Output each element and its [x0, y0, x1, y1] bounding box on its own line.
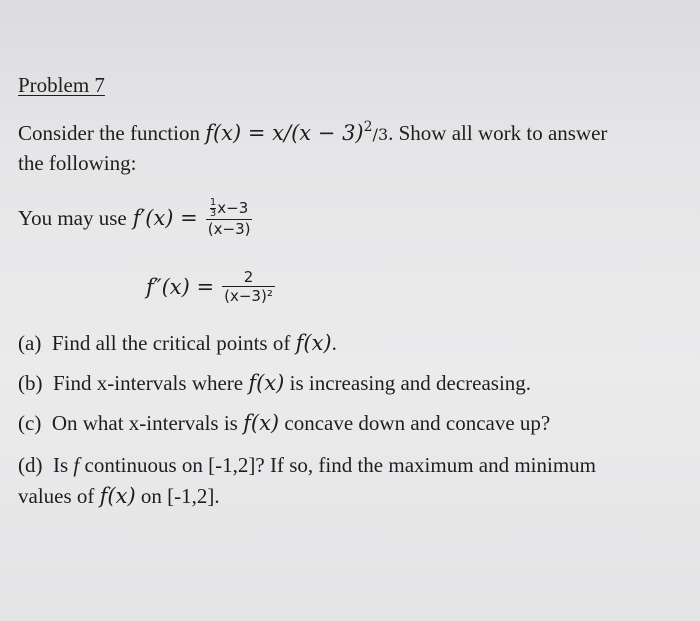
question-a-text: Find all the critical points of — [51, 331, 296, 355]
question-d-line2: values of f(x) on [-1,2]. — [18, 484, 220, 508]
first-derivative-lhs: f′(x) = — [132, 206, 198, 230]
question-c-text: On what x-intervals is — [51, 411, 244, 435]
second-derivative-row — [146, 268, 275, 305]
question-d-math: f(x) — [99, 484, 136, 508]
derivative-prefix: You may use — [18, 206, 127, 230]
intro-exponent: 2 — [363, 119, 373, 135]
question-c-label: (c) — [18, 411, 42, 435]
intro-text: Consider the function — [18, 121, 206, 145]
question-a: (a) Find all the critical points of f(x). — [18, 331, 337, 355]
question-b-math: f(x) — [248, 371, 285, 395]
question-a-label: (a) — [18, 331, 42, 355]
second-derivative-numerator: 2 — [243, 268, 254, 286]
second-derivative-denominator: (x−3)² — [224, 287, 273, 305]
problem-title: Problem 7 — [18, 73, 105, 97]
second-derivative-fraction — [222, 268, 275, 305]
question-d-line1: (d) Is f continuous on [-1,2]? If so, find the maximum and minimum — [18, 453, 597, 477]
intro-exponent-denominator: /3 — [372, 125, 389, 144]
first-derivative-denominator: (x−3) — [207, 220, 251, 238]
problem-intro-line2: the following: — [18, 151, 137, 175]
first-derivative-numerator: $\frac{1}{3}$ x−3 — [209, 197, 249, 219]
question-d-label: (d) — [18, 453, 43, 477]
second-derivative-lhs: f″(x) = — [146, 274, 215, 299]
intro-rest: . Show all work to answer — [388, 121, 608, 145]
first-derivative-fraction — [206, 198, 253, 238]
first-derivative-row — [18, 198, 252, 238]
question-d-f: f — [73, 453, 80, 477]
one-third-fraction: $\frac{1}{3}$ — [209, 197, 217, 219]
problem-intro-line1 — [18, 121, 607, 148]
question-b-text: Find x-intervals where — [53, 371, 249, 395]
question-c-math: f(x) — [243, 411, 280, 435]
question-a-math: f(x) — [295, 331, 332, 355]
question-c: (c) On what x-intervals is f(x) concave down and concave up? — [18, 411, 551, 435]
question-b: (b) Find x-intervals where f(x) is increasing and decreasing. — [18, 371, 532, 395]
intro-function: f(x) = x/(x − 3) — [205, 121, 364, 145]
question-b-label: (b) — [18, 371, 43, 395]
